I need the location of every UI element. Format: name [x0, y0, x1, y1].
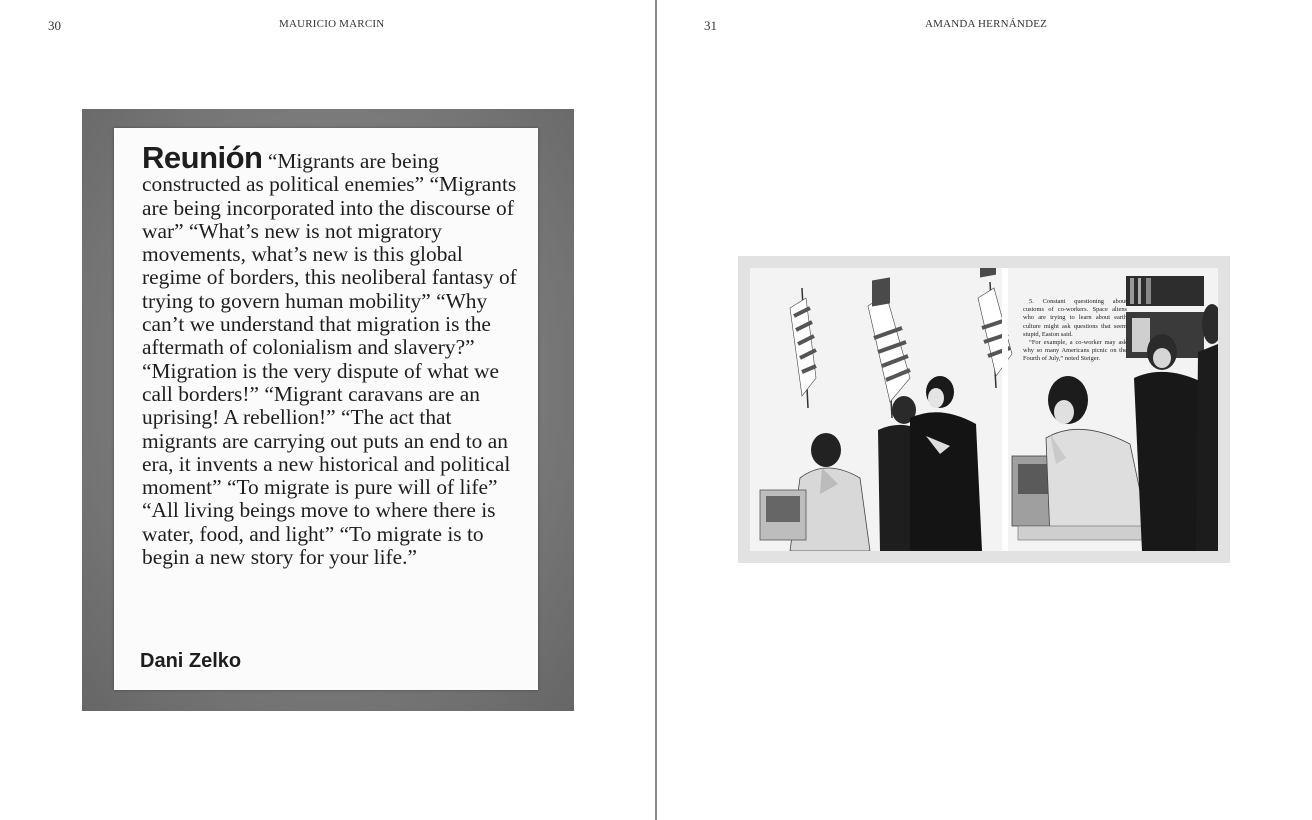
running-head-right: AMANDA HERNÁNDEZ	[925, 18, 1048, 30]
page-number-left: 30	[48, 18, 61, 33]
photo-frame	[738, 256, 1230, 563]
clipping-author: Dani Zelko	[140, 650, 242, 672]
photo-caption	[1023, 298, 1127, 364]
clipping-text	[142, 140, 522, 570]
clipping-lead-word: Reunión	[142, 140, 263, 175]
clipping-body: “Migrants are being constructed as political enemies” “Migrants are being incorporated into the discourse of war” “What’s new is not migratory movements, what’s new is this global regime of borders, this neoliberal fantasy of trying to govern human mobility” “Why can’t we understand that migration is the aftermath of colonialism and slavery?” “Migration is the very dispute of what we call borders!” “Migrant caravans are an uprising! A rebellion!” “The act that migrants are carrying out puts an end to an era, it invents a new historical and political moment” “To migrate is pure will of life” “All living beings move to where there is water, food, and light” “To migrate is to begin a new story for your life.”	[142, 149, 517, 570]
right-page	[657, 0, 1312, 820]
caption-paragraph-2: “For example, a co-worker may ask why so many Americans picnic on the Fourth of July,” noted Steiger.	[1023, 339, 1127, 363]
caption-paragraph-1: 5. Constant questioning about customs of co-workers. Space aliens who are trying to learn about earth culture might ask questions that seem stupid, Easton said.	[1023, 298, 1127, 338]
left-page	[0, 0, 655, 820]
newspaper-clipping	[114, 128, 538, 690]
photo-illustration	[750, 268, 1218, 551]
page-number-right: 31	[704, 18, 717, 33]
black-and-white-photograph	[750, 268, 1218, 551]
running-head-left: MAURICIO MARCIN	[279, 18, 385, 30]
